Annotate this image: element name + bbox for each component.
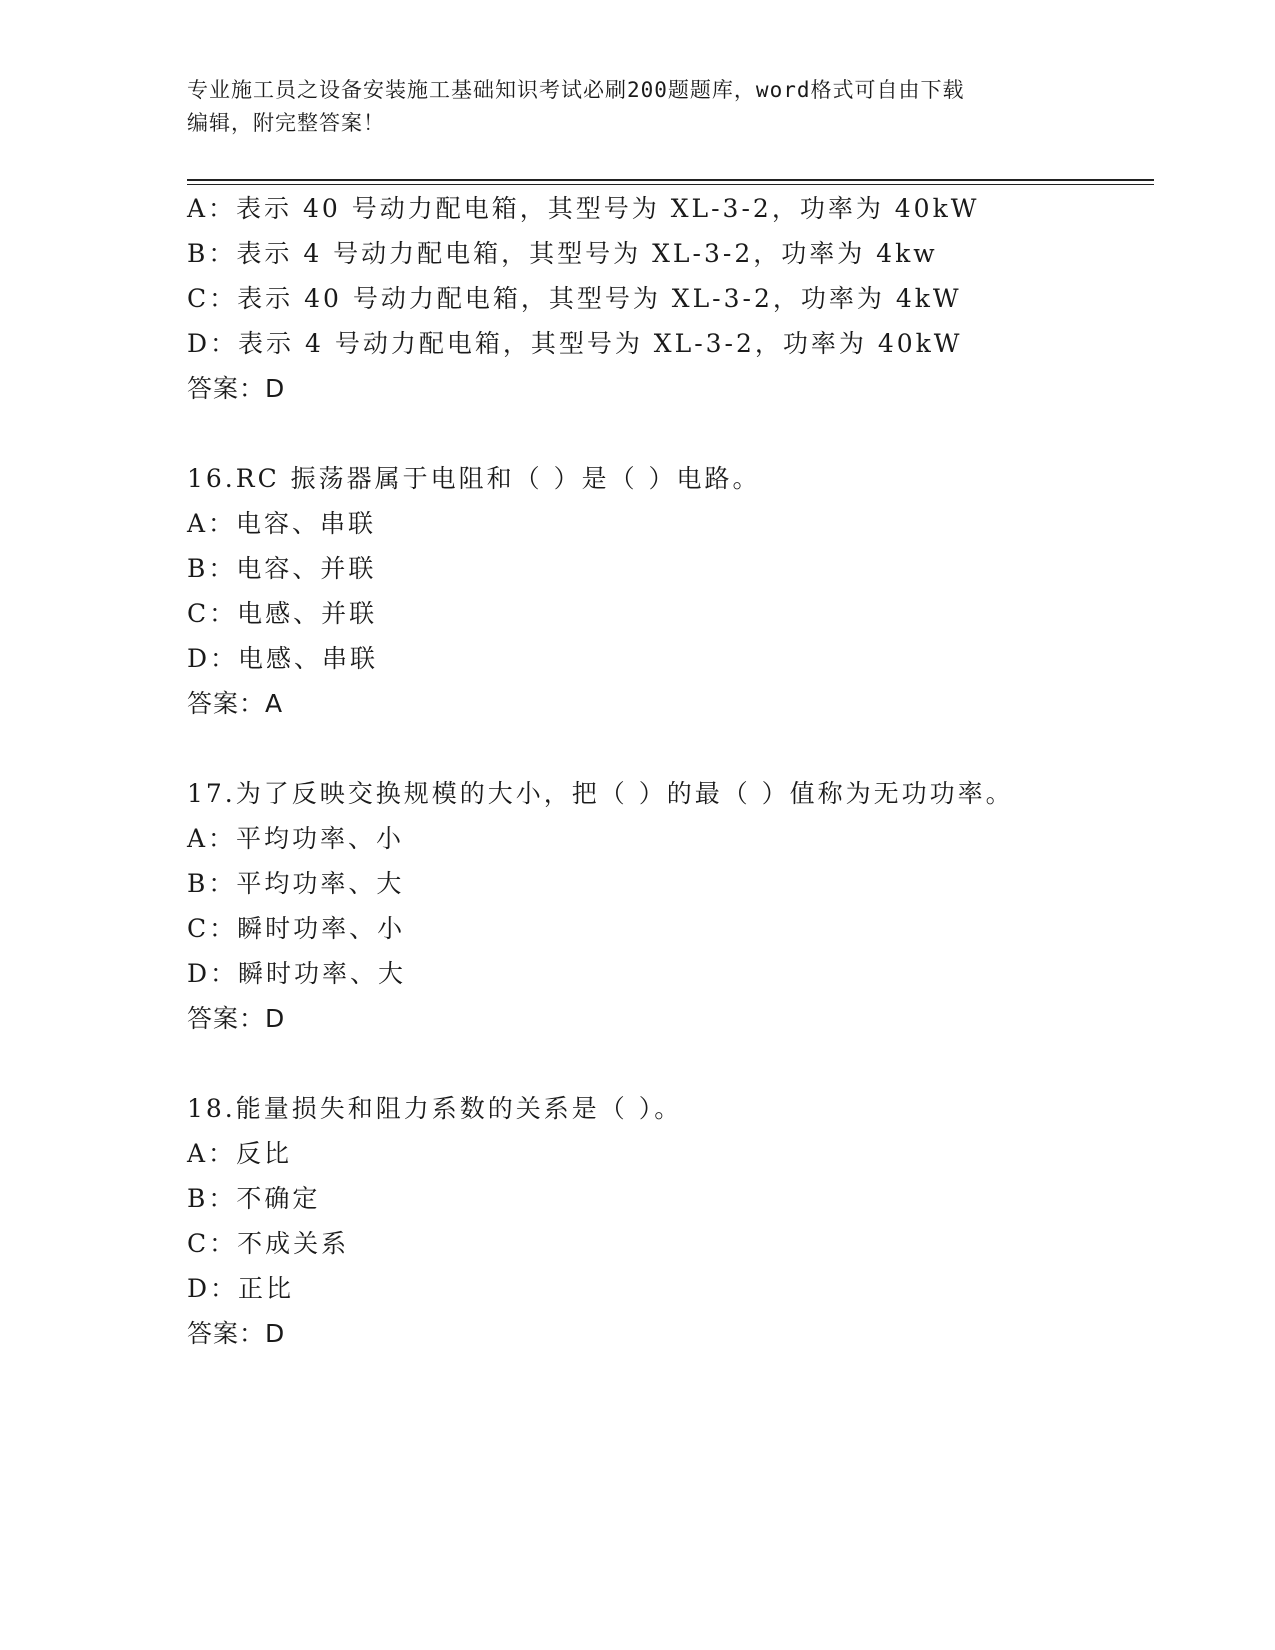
q16-option-c: C：电感、并联 [187,599,378,628]
q15-answer: 答案：D [187,374,286,403]
q16-option-d: D：电感、串联 [187,644,379,673]
q15-option-d: D：表示 4 号动力配电箱，其型号为 XL-3-2，功率为 40kW [187,329,963,358]
q17-answer: 答案：D [187,1004,286,1033]
q18-option-c: C：不成关系 [187,1229,350,1258]
q17-question: 17.为了反映交换规模的大小，把（ ）的最（ ）值称为无功功率。 [187,779,1014,808]
q18-question: 18.能量损失和阻力系数的关系是（ ）。 [187,1094,683,1123]
q16-question: 16.RC 振荡器属于电阻和（ ）是（ ）电路。 [187,464,761,493]
q17-option-d: D：瞬时功率、大 [187,959,407,988]
q17-option-b: B：平均功率、大 [187,869,405,898]
q15-option-a: A：表示 40 号动力配电箱，其型号为 XL-3-2，功率为 40kW [187,194,980,223]
q15-option-c: C：表示 40 号动力配电箱，其型号为 XL-3-2，功率为 4kW [187,284,962,313]
q17-option-a: A：平均功率、小 [187,824,405,853]
header-divider-thick [187,179,1154,181]
q18-option-a: A：反比 [187,1139,293,1168]
q16-option-b: B：电容、并联 [187,554,377,583]
header-title-line-1: 专业施工员之设备安装施工基础知识考试必刷200题题库，word格式可自由下载 [187,78,965,102]
q18-option-d: D：正比 [187,1274,295,1303]
q15-option-b: B：表示 4 号动力配电箱，其型号为 XL-3-2，功率为 4kw [187,239,938,268]
q18-answer: 答案：D [187,1319,286,1348]
header-title-line-2: 编辑，附完整答案！ [187,111,385,135]
document-header [187,74,1087,140]
header-divider-thin [187,184,1154,185]
q16-option-a: A：电容、串联 [187,509,377,538]
q18-option-b: B：不确定 [187,1184,321,1213]
q16-answer: 答案：A [187,689,284,718]
q17-option-c: C：瞬时功率、小 [187,914,406,943]
